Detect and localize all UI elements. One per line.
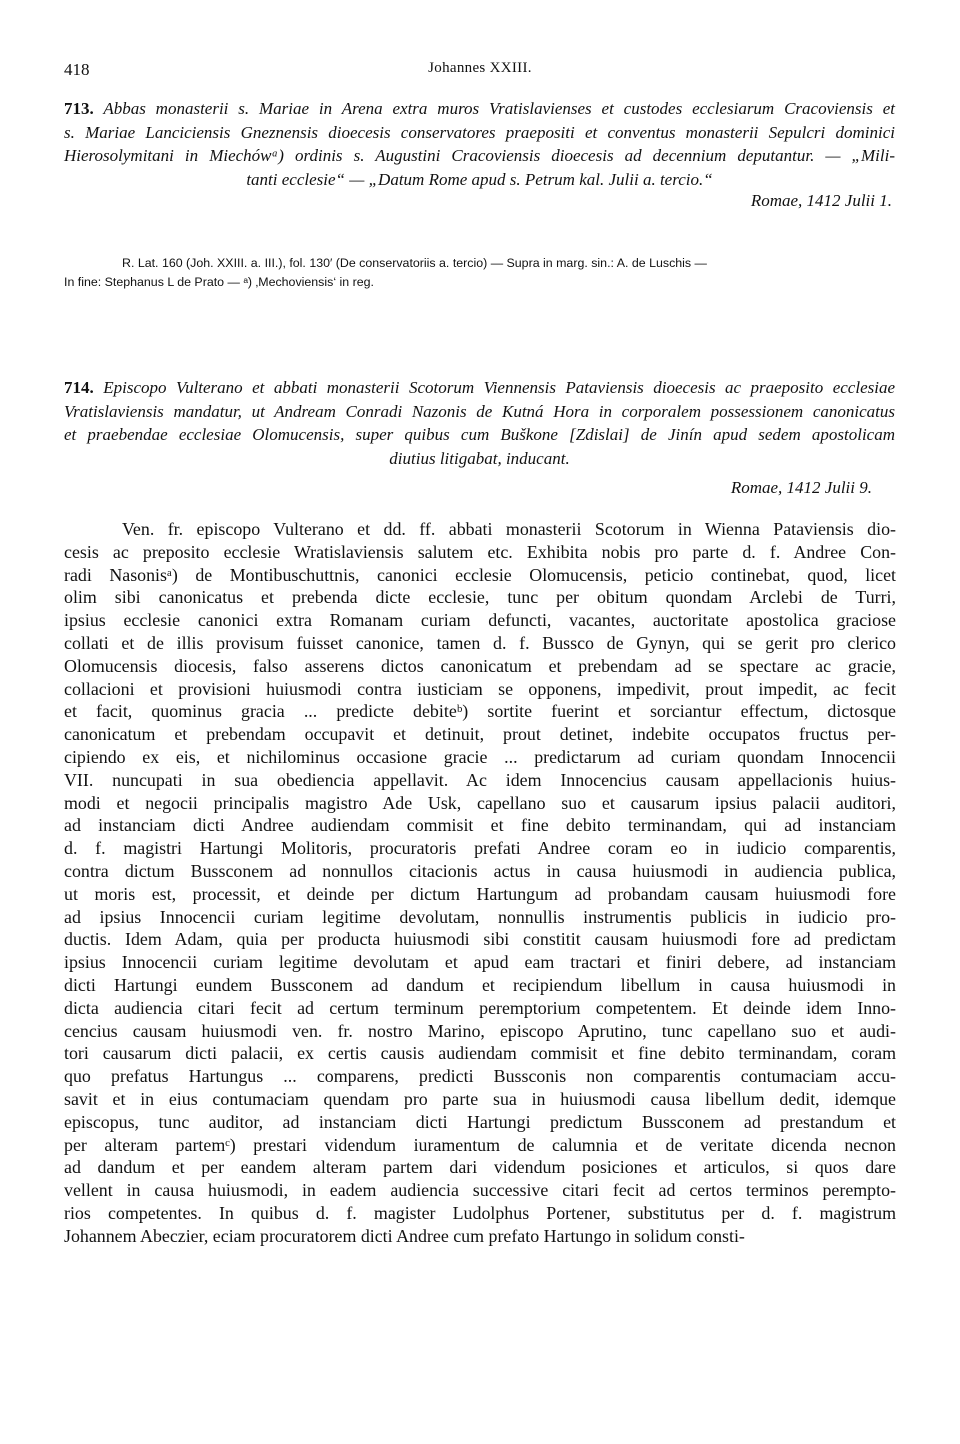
body-line: Ven. fr. episcopo Vulterano et dd. ff. abbati monasterii Scotorum in Wienna Pataviensis dio- (122, 519, 896, 539)
body-line: olim sibi canonicatus et prebenda dicte ecclesie, tunc per obitum quondam Arclebi de Turri, (64, 587, 896, 608)
entry-713-summary-line: Hierosolymitani in Miechówᵃ) ordinis s. Augustini Cracoviensis dioecesis ad decennium deputantur. — „Mili- (64, 146, 895, 166)
body-line: et facit, quominus gracia ... predicte debiteᵇ) sortite fuerint et sorciantur effectum, dictosque (64, 701, 896, 722)
body-line: cipiendo ex eis, et nichilominus occasione gracie ... predictarum ad curiam quondam Innocencii (64, 746, 896, 767)
entry-713-summary-last-line: tanti ecclesie“ — „Datum Rome apud s. Petrum kal. Julii a. tercio.“ (246, 169, 713, 189)
entry-713-summary (64, 97, 895, 191)
running-title: Johannes XXIII. (428, 60, 532, 76)
body-line: ad ipsius Innocencii curiam legitime devolutam, nonnullis instrumentis publicis in iudicio pro- (64, 906, 896, 927)
body-line: Johannem Abeczier, eciam procuratorem dicti Andree cum prefato Hartungo in solidum consti- (64, 1225, 745, 1246)
body-line: episcopus, tunc auditor, ad instanciam dicti Hartungi predictum Bussconem ad prestandum et (64, 1111, 896, 1132)
body-line: ut moris est, processit, et deinde per dictum Hartungum ad probandam causam huiusmodi fore (64, 883, 896, 904)
body-line: per alteram partemᶜ) prestari videndum iuramentum de calumnia et de veritate dicenda necnon (64, 1134, 896, 1155)
body-line: canonicatum et prebendam occupavit et detinuit, prout detinet, indebite occupatos fructus per- (64, 724, 896, 745)
entry-713-summary-line: s. Mariae Lanciciensis Gneznensis dioecesis conservatores praepositi et conventus monasterii Sepulcri dominici (64, 122, 895, 142)
entry-714-summary-last-line: diutius litigabat, inducant. (389, 448, 570, 468)
entry-713-note-line: In fine: Stephanus L de Prato — ᵃ) ‚Mechoviensis‘ in reg. (64, 274, 374, 289)
entry-714-summary-line: et praebendae ecclesiae Olomucensis, super quibus cum Buškone [Zdislai] de Jinín apud sedem apostolicam (64, 425, 895, 445)
body-line: ipsius ecclesie canonici extra Romanam curiam defuncti, vacantes, auctoritate apostolica graciose (64, 610, 896, 631)
body-line: VII. nuncupati in sua obediencia appellavit. Ac idem Innocencius causam appellacionis huius- (64, 769, 896, 790)
body-line: dicta audiencia citari fecit ad certum terminum peremptorium competentem. Et deinde idem Inno- (64, 997, 896, 1018)
body-line: dicti Hartungi eundem Bussconem ad dandum et recipiendum libellum in causa huiusmodi in (64, 974, 896, 995)
entry-714-summary-line: Vratislaviensis mandatur, ut Andream Conradi Nazonis de Kutná Hora in corporalem possessionem canonicatus (64, 401, 895, 421)
body-line: cencius causam huiusmodi ven. fr. nostro Marino, episcopo Aprutino, tunc capellano suo et audi- (64, 1020, 896, 1041)
entry-714-number: 714. (64, 378, 94, 397)
body-line: collati et de illis provisum fuisset canonice, tamen d. f. Bussco de Gynyn, qui se gerit pro clerico (64, 632, 896, 653)
body-line: savit et in eius contumaciam quendam pro parte sua in huiusmodi causa libellum dedit, idemque (64, 1088, 896, 1109)
body-line: ductis. Idem Adam, quia per producta huiusmodi sibi constitit causam huiusmodi fore ad predictam (64, 929, 896, 950)
body-line: quo prefatus Hartungus ... comparens, predicti Bussconis non comparentis contumaciam accu- (64, 1066, 896, 1087)
body-line: contra dictum Bussconem ad nonnullos citacionis actus in causa huiusmodi in audiencia publica, (64, 860, 896, 881)
body-line: tori causarum dicti palacii, ex certis causis audiendam commisit et fine debito terminandam, coram (64, 1043, 896, 1064)
entry-714-summary-line: Episcopo Vulterano et abbati monasterii Scotorum Viennensis Pataviensis dioecesis ac praeposito ecclesiae (103, 378, 895, 397)
body-line: ipsius Innocencii curiam legitime devolutam et apud eam tractari et finiri debere, ad instanciam (64, 952, 896, 973)
body-line: d. f. magistri Hartungi Molitoris, procuratoris prefati Andree coram eo in iudicio comparentis, (64, 838, 896, 859)
entry-713-note-line: R. Lat. 160 (Joh. XXIII. a. III.), fol. 130′ (De conservatoriis a. tercio) — Supra in marg. sin.: A. de Luschis — (122, 256, 707, 270)
entry-713-date: Romae, 1412 Julii 1. (750, 191, 892, 210)
entry-714-summary (64, 376, 895, 470)
entry-714-body (64, 518, 896, 1248)
body-line: modi et negocii principalis magistro Ade Usk, capellano suo et causarum ipsius palacii auditori, (64, 792, 896, 813)
body-line: cesis ac preposito ecclesie Wratislaviensis salutem etc. Exhibita nobis pro parte d. f. Andree Con- (64, 541, 896, 562)
entry-713-summary-line: Abbas monasterii s. Mariae in Arena extra muros Vratislavienses et custodes ecclesiarum Cracoviensis et (103, 99, 895, 118)
body-line: radi Nasonisᵃ) de Montibuschuttnis, canonici ecclesie Olomucensis, peticio continebat, quod, licet (64, 564, 896, 585)
entry-714-date: Romae, 1412 Julii 9. (730, 478, 872, 497)
body-line: vellent in causa huiusmodi, in eadem audiencia successive citari fecit ad certos terminos perempto- (64, 1180, 896, 1201)
running-head (64, 60, 896, 84)
entry-713-notes (64, 254, 895, 291)
body-line: Olomucensis diocesis, falso asserens dictos canonicatum et prebendam ad se spectare ac gracie, (64, 655, 896, 676)
body-line: collacioni et provisioni huiusmodi contra iusticiam se opponens, impedivit, prout impedit, ac fecit (64, 678, 896, 699)
body-line: ad instanciam dicti Andree audiendam commisit et fine debito terminandam, qui ad instanciam (64, 815, 896, 836)
body-line: rios competentes. In quibus d. f. magister Ludolphus Portener, substitutus per d. f. magistrum (64, 1202, 896, 1223)
page-number: 418 (64, 60, 90, 79)
entry-713-number: 713. (64, 99, 94, 118)
body-line: ad dandum et per eandem alteram partem dari videndum posiciones et articulos, si quos dare (64, 1157, 896, 1178)
